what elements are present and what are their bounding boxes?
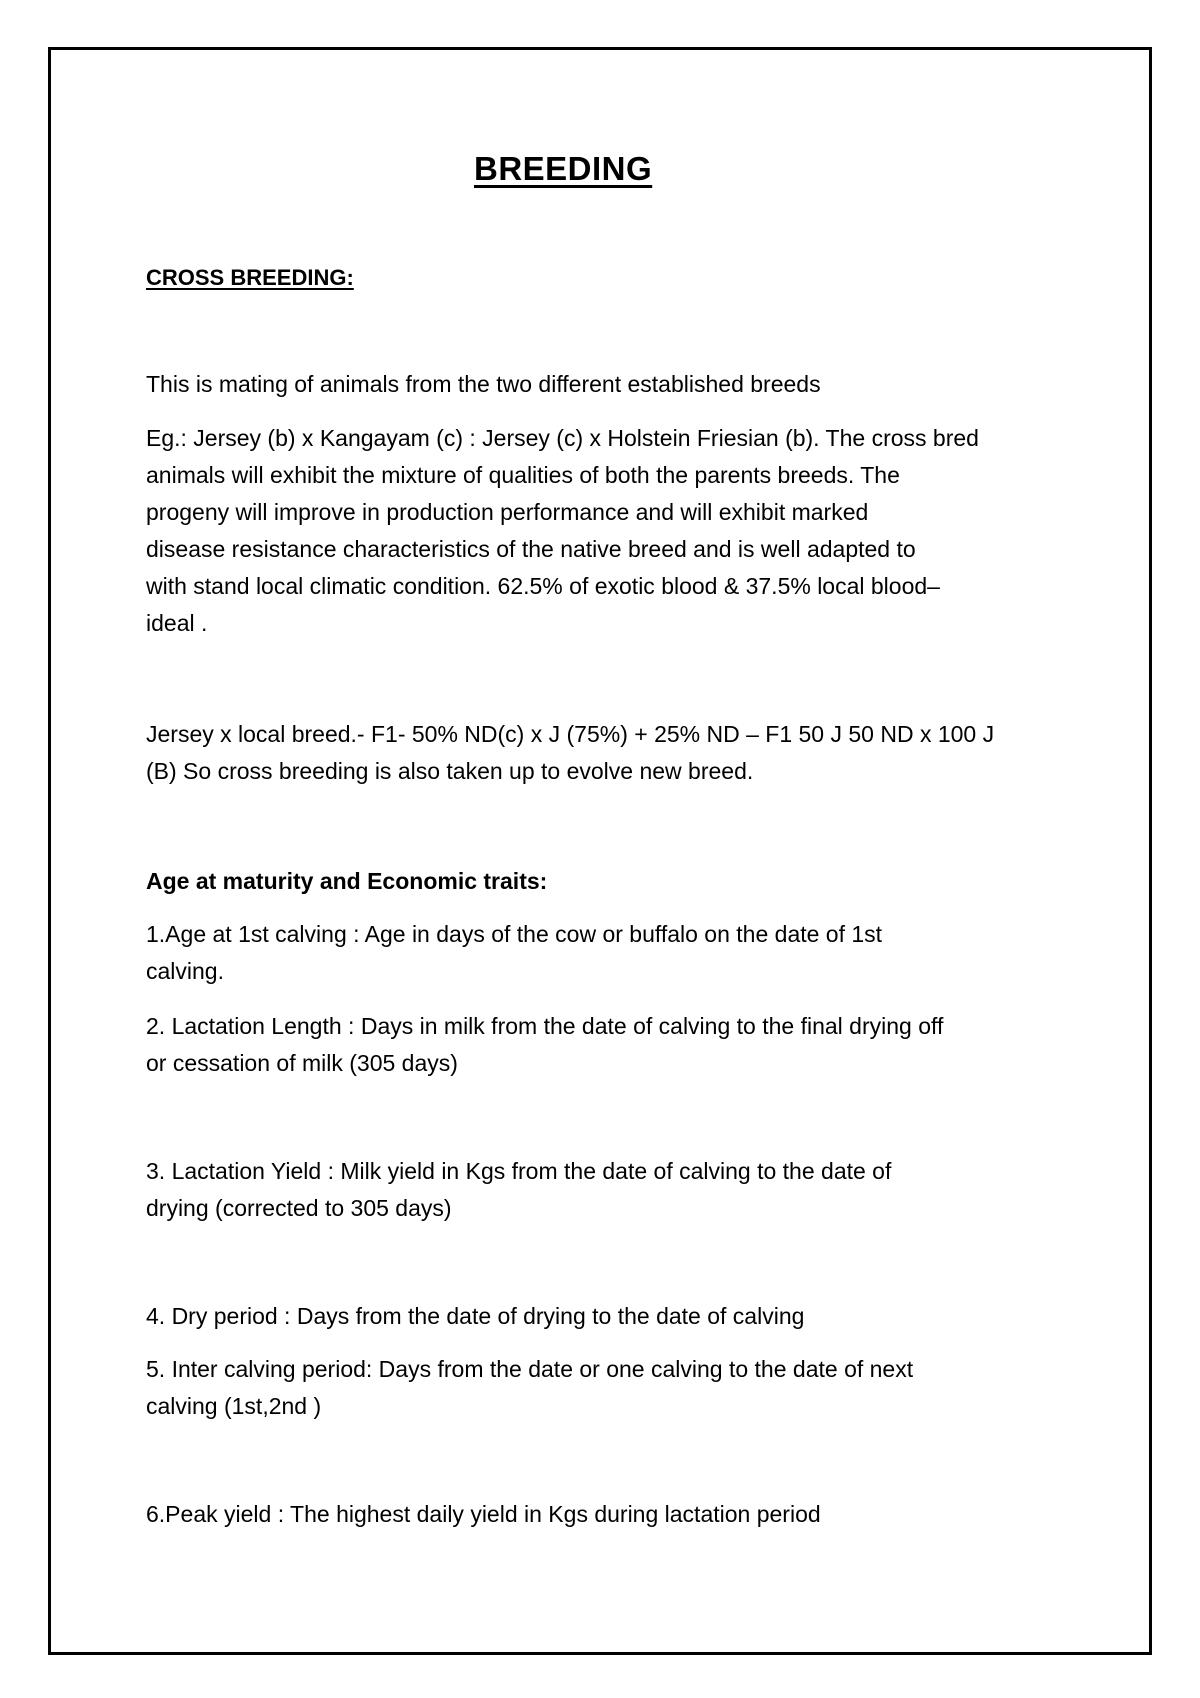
document-title: BREEDING [474, 150, 653, 187]
trait-item-4 [146, 1298, 1066, 1335]
text-line: 6.Peak yield : The highest daily yield in Kgs during lactation period [146, 1501, 821, 1527]
trait-item-1 [146, 916, 1066, 990]
text-line: 2. Lactation Length : Days in milk from the date of calving to the final drying off [146, 1013, 944, 1039]
text-line: Eg.: Jersey (b) x Kangayam (c) : Jersey (c) x Holstein Friesian (b). The cross bred [146, 425, 979, 451]
text-line: 1.Age at 1st calving : Age in days of the cow or buffalo on the date of 1st [146, 921, 883, 947]
text-line: progeny will improve in production performance and will exhibit marked [146, 499, 869, 525]
text-line: or cessation of milk (305 days) [146, 1050, 458, 1076]
economic-traits-heading [146, 863, 1066, 900]
text-line: 4. Dry period : Days from the date of drying to the date of calving [146, 1303, 805, 1329]
text-line: Jersey x local breed.- F1- 50% ND(c) x J (75%) + 25% ND – F1 50 J 50 ND x 100 J [146, 721, 995, 747]
text-line: 3. Lactation Yield : Milk yield in Kgs from the date of calving to the date of [146, 1158, 892, 1184]
text-line: ideal . [146, 610, 208, 636]
cross-breeding-heading: CROSS BREEDING: [146, 265, 354, 290]
jersey-cross-paragraph [146, 716, 1066, 790]
text-line: (B) So cross breeding is also taken up to evolve new breed. [146, 758, 754, 784]
text-line: This is mating of animals from the two different established breeds [146, 371, 821, 397]
text-line: 5. Inter calving period: Days from the date or one calving to the date of next [146, 1356, 914, 1382]
text-line: animals will exhibit the mixture of qualities of both the parents breeds. The [146, 462, 900, 488]
text-line: Age at maturity and Economic traits: [146, 868, 548, 894]
cross-breeding-intro [146, 366, 1066, 403]
trait-item-2 [146, 1008, 1066, 1082]
trait-item-3 [146, 1153, 1066, 1227]
text-line: disease resistance characteristics of the native breed and is well adapted to [146, 536, 916, 562]
trait-item-5 [146, 1351, 1066, 1425]
text-line: with stand local climatic condition. 62.5% of exotic blood & 37.5% local blood– [146, 573, 940, 599]
cross-breeding-example [146, 420, 1066, 642]
text-line: calving. [146, 958, 224, 984]
trait-item-6 [146, 1496, 1066, 1533]
text-line: drying (corrected to 305 days) [146, 1195, 452, 1221]
text-line: calving (1st,2nd ) [146, 1393, 322, 1419]
